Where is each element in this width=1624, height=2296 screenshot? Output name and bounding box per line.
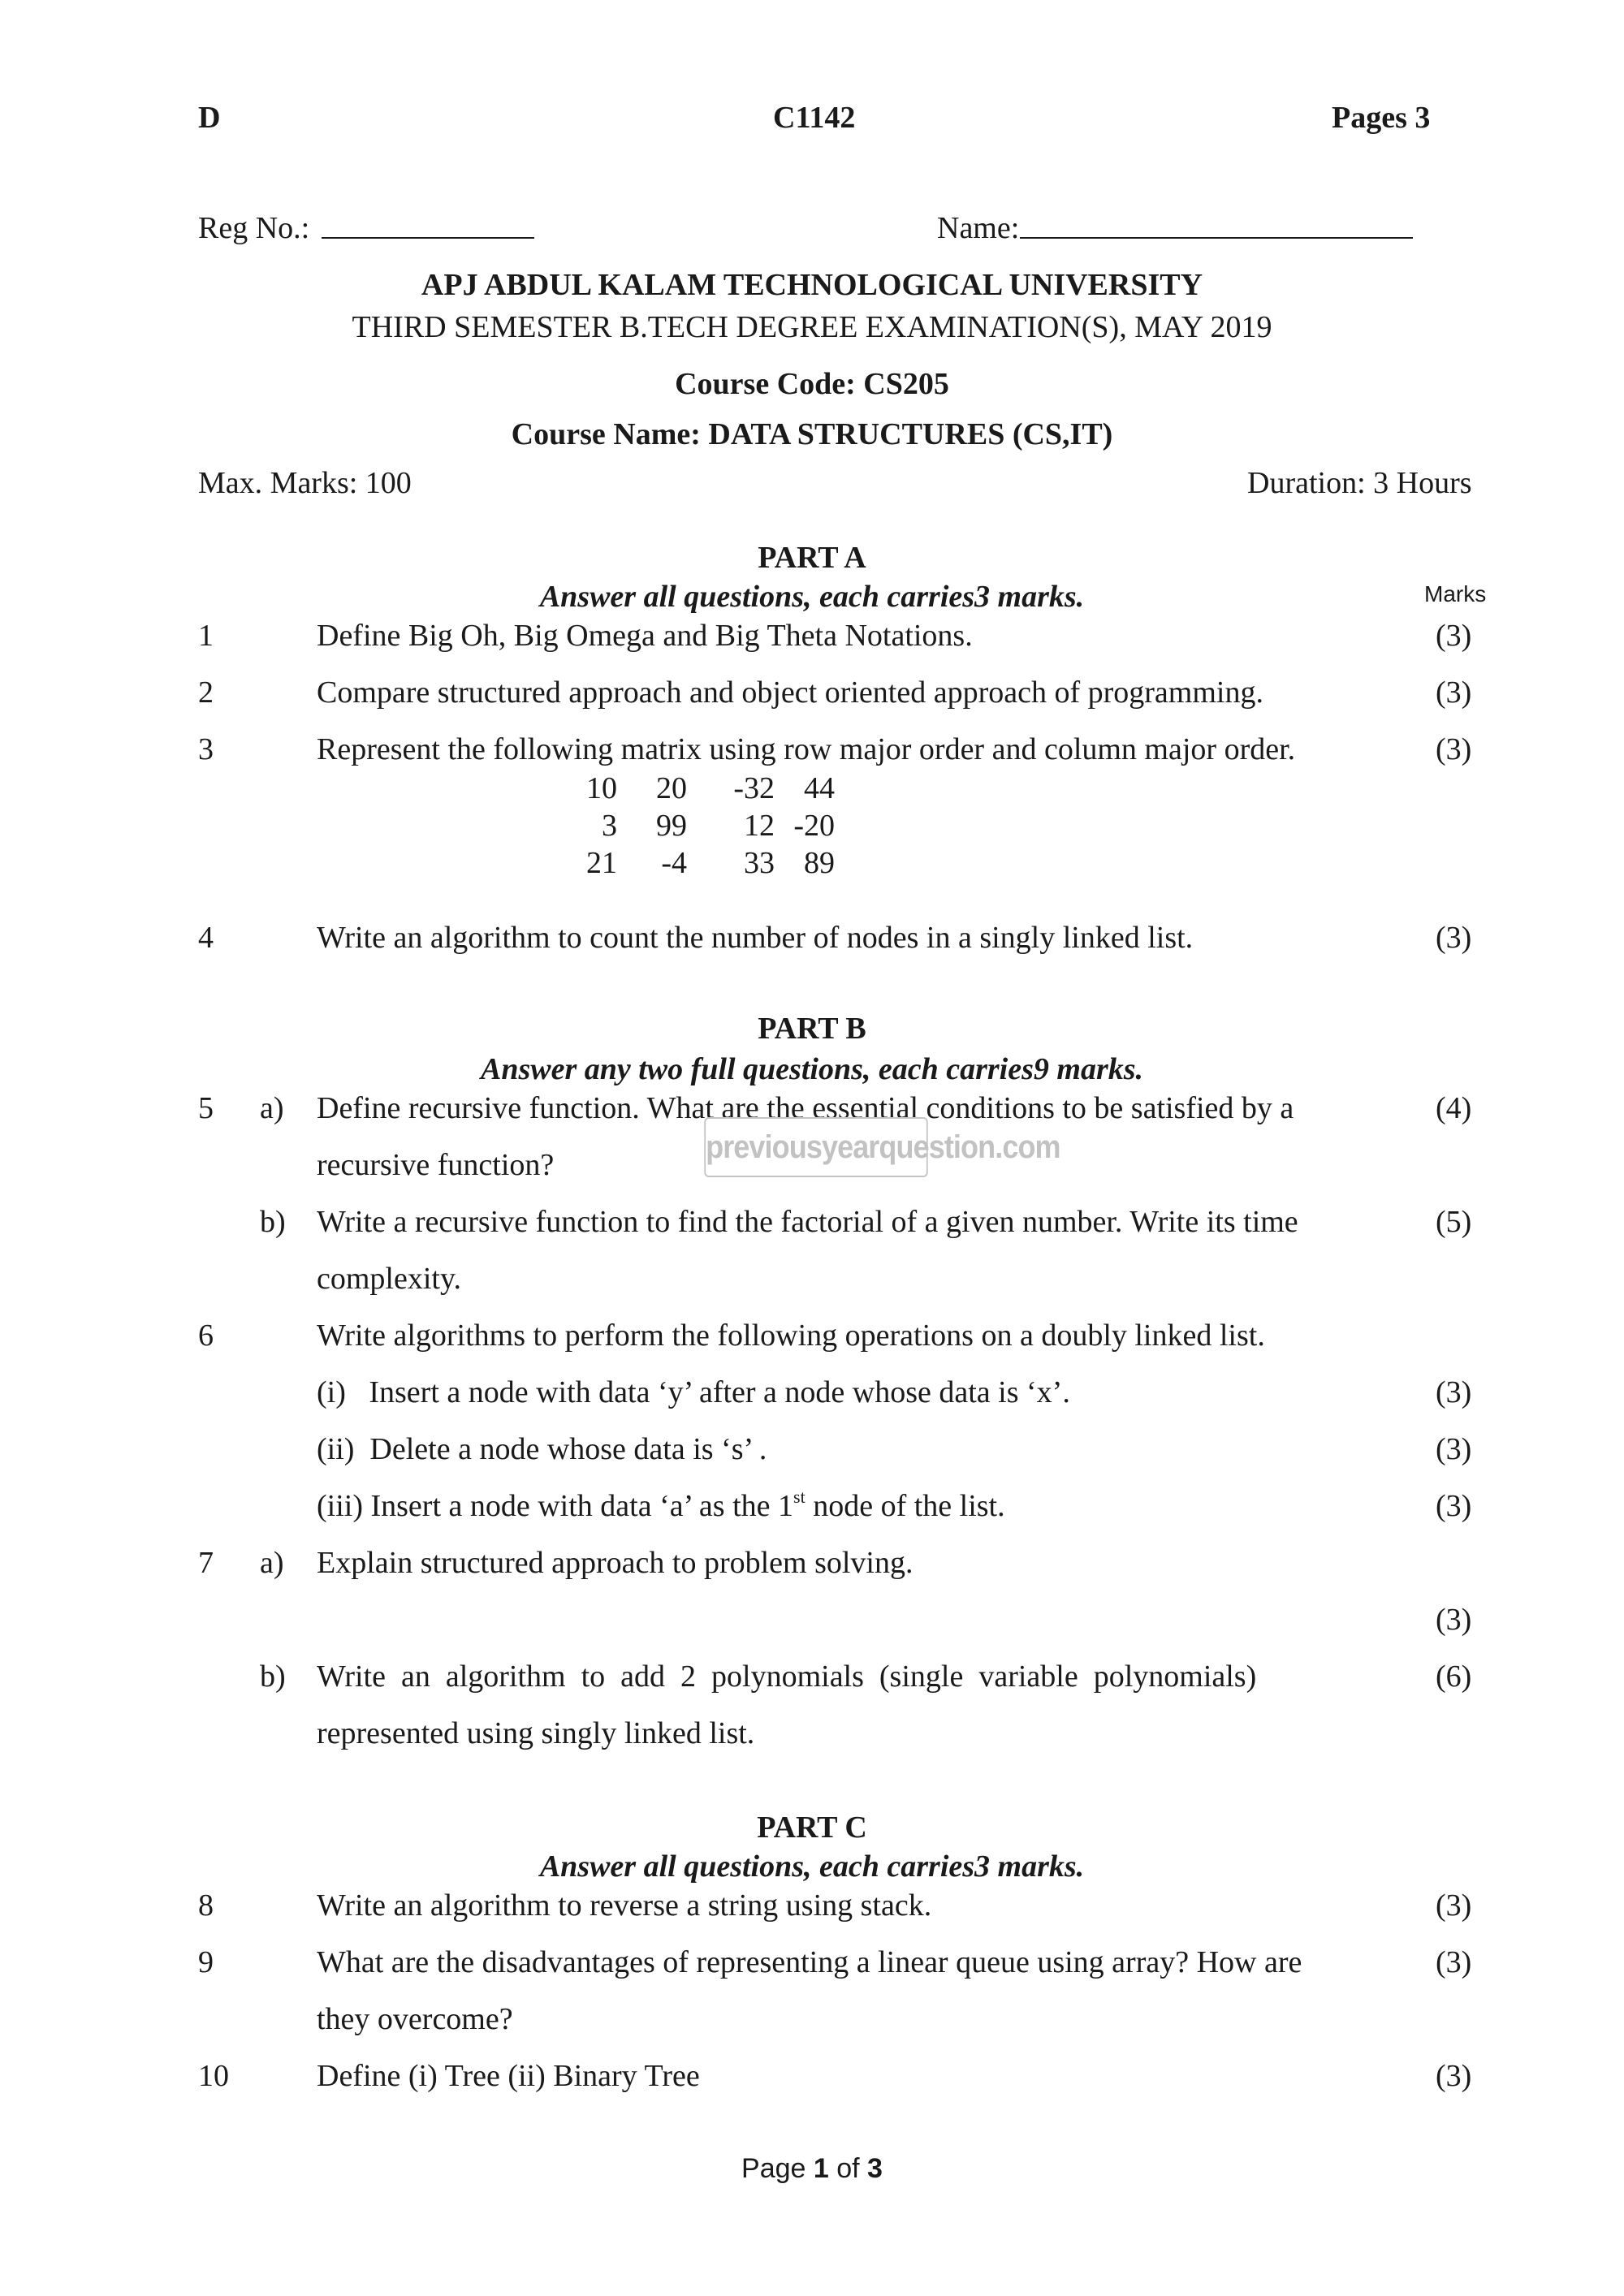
question-text-continued: represented using singly linked list. xyxy=(317,1716,755,1750)
course-code: Course Code: CS205 xyxy=(675,367,949,401)
subpart-text-post: node of the list. xyxy=(805,1489,1005,1523)
question-marks: (3) xyxy=(1436,921,1472,955)
matrix-row xyxy=(560,848,853,880)
footer-total-pages: 3 xyxy=(867,2153,883,2184)
question-number: 1 xyxy=(198,619,214,653)
watermark-logo: previousyearquestion.com xyxy=(704,1117,927,1177)
question-text-continued: complexity. xyxy=(317,1262,461,1296)
question-marks: (3) xyxy=(1436,619,1472,653)
part-a-title: PART A xyxy=(758,541,866,575)
max-marks: Max. Marks: 100 xyxy=(198,466,412,500)
question-marks: (3) xyxy=(1436,1432,1472,1466)
part-c-instruction: Answer all questions, each carries3 marks. xyxy=(539,1849,1085,1884)
name-line xyxy=(1020,237,1413,239)
part-a-instruction: Answer all questions, each carries3 marks. xyxy=(539,580,1085,614)
part-c-title: PART C xyxy=(757,1810,867,1845)
subquestion-label: b) xyxy=(260,1659,286,1694)
subpart-text: (ii) Delete a node whose data is ‘s’ . xyxy=(317,1432,767,1466)
question-marks: (3) xyxy=(1436,1603,1472,1637)
question-text-continued: they overcome? xyxy=(317,2002,513,2036)
matrix-cell: 33 xyxy=(744,846,775,880)
reg-no-line xyxy=(322,237,534,239)
subquestion-label: a) xyxy=(260,1546,284,1580)
question-marks: (3) xyxy=(1436,1489,1472,1523)
matrix-cell: 3 xyxy=(602,809,617,843)
matrix-row xyxy=(560,773,853,805)
matrix-cell: 89 xyxy=(804,846,835,880)
question-number: 8 xyxy=(198,1888,214,1923)
marks-header: Marks xyxy=(1424,581,1487,606)
question-marks: (3) xyxy=(1436,1375,1472,1409)
question-marks: (6) xyxy=(1436,1659,1472,1694)
question-number: 6 xyxy=(198,1318,214,1353)
question-text: What are the disadvantages of representing a linear queue using array? How are xyxy=(317,1945,1302,1979)
question-marks: (3) xyxy=(1436,2059,1472,2093)
university-title: APJ ABDUL KALAM TECHNOLOGICAL UNIVERSITY xyxy=(421,268,1203,302)
question-text: Represent the following matrix using row major order and column major order. xyxy=(317,732,1296,766)
question-number: 4 xyxy=(198,921,214,955)
ordinal-superscript: st xyxy=(793,1487,806,1508)
question-marks: (4) xyxy=(1436,1091,1472,1125)
matrix-row xyxy=(560,810,853,843)
duration: Duration: 3 Hours xyxy=(1247,466,1472,500)
question-text-continued: recursive function? xyxy=(317,1148,555,1182)
question-number: 5 xyxy=(198,1091,214,1125)
page-count: Pages 3 xyxy=(1332,101,1431,135)
matrix-cell: 44 xyxy=(804,771,835,805)
question-text: Write an algorithm to reverse a string using stack. xyxy=(317,1888,932,1923)
paper-code: C1142 xyxy=(773,101,856,135)
matrix-cell: 99 xyxy=(656,809,687,843)
set-code: D xyxy=(198,101,221,135)
question-marks: (3) xyxy=(1436,675,1472,710)
question-marks: (3) xyxy=(1436,1888,1472,1923)
subquestion-label: b) xyxy=(260,1205,286,1239)
question-text: Write algorithms to perform the following operations on a doubly linked list. xyxy=(317,1318,1265,1353)
subpart-text-pre: (iii) Insert a node with data ‘a’ as the 1 xyxy=(317,1489,794,1523)
question-marks: (3) xyxy=(1436,732,1472,766)
matrix-cell: -20 xyxy=(793,809,835,843)
matrix-cell: 20 xyxy=(656,771,687,805)
question-text: Define recursive function. What are the essential conditions to be satisfied by a xyxy=(317,1091,1294,1125)
question-text: Write an algorithm to count the number of nodes in a singly linked list. xyxy=(317,921,1194,955)
question-text: Explain structured approach to problem solving. xyxy=(317,1546,914,1580)
footer-current-page: 1 xyxy=(813,2153,829,2184)
question-marks: (3) xyxy=(1436,1945,1472,1979)
question-text: Define Big Oh, Big Omega and Big Theta Notations. xyxy=(317,619,973,653)
question-number: 9 xyxy=(198,1945,214,1979)
question-number: 3 xyxy=(198,732,214,766)
question-marks: (5) xyxy=(1436,1205,1472,1239)
reg-no-label: Reg No.: xyxy=(198,211,310,245)
question-number: 7 xyxy=(198,1546,214,1580)
page-footer xyxy=(0,2153,1624,2185)
subpart-text xyxy=(317,1487,1005,1523)
part-b-title: PART B xyxy=(758,1012,866,1046)
question-number: 10 xyxy=(198,2059,229,2093)
subpart-text: (i) Insert a node with data ‘y’ after a node whose data is ‘x’. xyxy=(317,1375,1070,1409)
exam-title: THIRD SEMESTER B.TECH DEGREE EXAMINATION(S), MAY 2019 xyxy=(352,310,1272,344)
question-text: Compare structured approach and object oriented approach of programming. xyxy=(317,675,1263,710)
matrix-cell: 12 xyxy=(744,809,775,843)
question-text: Define (i) Tree (ii) Binary Tree xyxy=(317,2059,700,2093)
question-text: Write an algorithm to add 2 polynomials (single variable polynomials) xyxy=(317,1659,1257,1694)
question-number: 2 xyxy=(198,675,214,710)
part-b-instruction: Answer any two full questions, each carries9 marks. xyxy=(480,1052,1144,1086)
question-text: Write a recursive function to find the factorial of a given number. Write its time xyxy=(317,1205,1298,1239)
name-label: Name: xyxy=(937,211,1020,245)
footer-page-word: Page xyxy=(741,2153,814,2184)
matrix-cell: -4 xyxy=(661,846,687,880)
matrix-cell: 10 xyxy=(586,771,617,805)
subquestion-label: a) xyxy=(260,1091,284,1125)
matrix-cell: 21 xyxy=(586,846,617,880)
matrix-cell: -32 xyxy=(733,771,775,805)
course-name: Course Name: DATA STRUCTURES (CS,IT) xyxy=(511,417,1113,451)
footer-of-word: of xyxy=(828,2153,868,2184)
